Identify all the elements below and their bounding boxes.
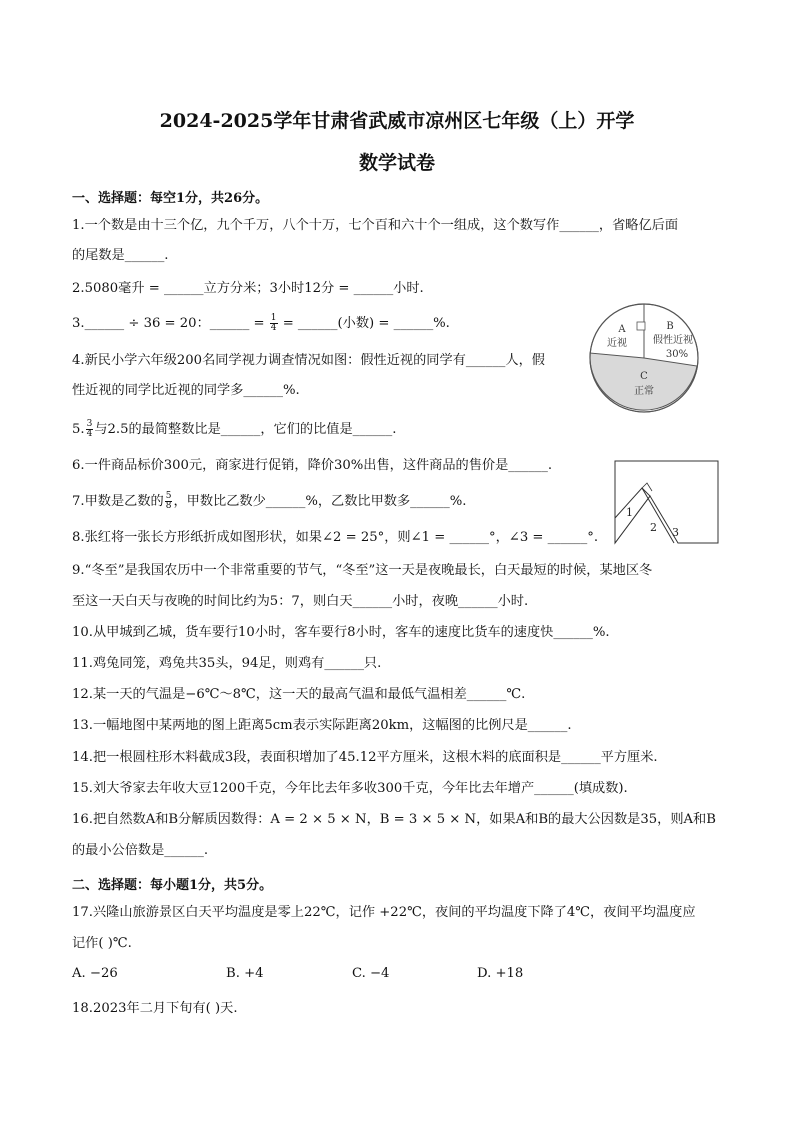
section1-heading: 一、选择题：每空1分，共26分。: [72, 191, 269, 206]
question-16-line1: 16.把自然数A和B分解质因数得：A = 2 × 5 × N，B = 3 × 5 × N，如果A和B的最大公因数是35，则A和B: [72, 812, 716, 827]
question-4-line1: 4.新民小学六年级200名同学视力调查情况如图：假性近视的同学有______人，假: [72, 353, 545, 368]
section2-heading: 二、选择题：每小题1分，共5分。: [72, 878, 273, 893]
question-17-line2: 记作( )℃.: [72, 936, 132, 951]
question-17-line1: 17.兴隆山旅游景区白天平均温度是零上22℃，记作 +22℃，夜间的平均温度下降了4℃，夜间平均温度应: [72, 905, 696, 920]
question-10: 10.从甲城到乙城，货车要行10小时，客车要行8小时，客车的速度比货车的速度快______%.: [72, 625, 610, 640]
question-16-line2: 的最小公倍数是______.: [72, 843, 209, 858]
pie-label-b-letter: B: [666, 321, 674, 332]
question-1-line2: 的尾数是______.: [72, 248, 169, 263]
right-angle-mark: [637, 322, 645, 330]
question-6: 6.一件商品标价300元，商家进行促销，降价30%出售，这件商品的售价是______.: [72, 458, 553, 473]
angle-1-label: 1: [626, 506, 633, 519]
fraction-five-eighths: $\frac{5}{8}$: [165, 491, 172, 511]
question-3: [72, 314, 450, 334]
fraction-three-quarters: $\frac{3}{4}$: [86, 419, 93, 439]
option-a[interactable]: A. −26: [72, 966, 118, 981]
question-3-part-a: 3.______ ÷ 36 = 20：______ =: [72, 316, 269, 331]
vision-pie-chart: [585, 303, 703, 415]
question-9-line2: 至这一天白天与夜晚的时间比约为5：7，则白天______小时，夜晚______小时.: [72, 594, 529, 609]
question-8: 8.张红将一张长方形纸折成如图形状，如果∠2 = 25°，则∠1 = ______°，∠3 = ______°.: [72, 530, 599, 545]
question-18: 18.2023年二月下旬有( )天.: [72, 1001, 238, 1016]
pie-label-b-text: 假性近视: [653, 335, 693, 346]
option-d[interactable]: D. +18: [477, 966, 524, 981]
exam-title-line1: 2024-2025学年甘肃省武威市凉州区七年级（上）开学: [159, 110, 635, 132]
pie-label-c-letter: C: [640, 371, 648, 382]
question-15: 15.刘大爷家去年收大豆1200千克，今年比去年多收300千克，今年比去年增产______(填成数).: [72, 781, 628, 796]
question-14: 14.把一根圆柱形木料截成3段，表面积增加了45.12平方厘米，这根木料的底面积是______平方厘米.: [72, 750, 658, 765]
angle-3-label: 3: [672, 526, 679, 539]
angle-2-label: 2: [650, 521, 657, 534]
question-7: 7.甲数是乙数的 $\frac{5}{8}$ ，甲数比乙数少______%，乙数比甲数多______%.: [72, 491, 467, 511]
question-3-part-b: = ______(小数) = ______%.: [278, 316, 450, 331]
question-1-line1: 1.一个数是由十三个亿，九个千万，八个十万，七个百和六十个一组成，这个数写作______，省略亿后面: [72, 218, 679, 233]
folded-paper-figure: [612, 458, 722, 550]
pie-label-a-letter: A: [618, 324, 626, 335]
question-2: 2.5080毫升 = ______立方分米；3小时12分 = ______小时.: [72, 281, 424, 296]
option-b[interactable]: B. +4: [226, 966, 264, 981]
question-13: 13.一幅地图中某两地的图上距离5cm表示实际距离20km，这幅图的比例尺是______.: [72, 718, 572, 733]
pie-label-a-text: 近视: [607, 338, 627, 349]
exam-title-line2: 数学试卷: [358, 152, 435, 174]
pie-label-b-percent: 30%: [665, 349, 689, 360]
option-c[interactable]: C. −4: [352, 966, 390, 981]
fraction-one-quarter: $\frac{1}{4}$: [270, 313, 277, 333]
question-5: 5. $\frac{3}{4}$ 与2.5的最简整数比是______，它们的比值是______.: [72, 419, 397, 439]
pie-label-c-text: 正常: [634, 386, 654, 397]
question-11: 11.鸡兔同笼，鸡兔共35头，94足，则鸡有______只.: [72, 656, 382, 671]
question-4-line2: 性近视的同学比近视的同学多______%.: [72, 383, 300, 398]
question-12: 12.某一天的气温是−6℃～8℃，这一天的最高气温和最低气温相差______℃.: [72, 687, 526, 702]
question-9-line1: 9.“冬至”是我国农历中一个非常重要的节气，“冬至”这一天是夜晚最长，白天最短的时候，某地区冬: [72, 563, 653, 578]
